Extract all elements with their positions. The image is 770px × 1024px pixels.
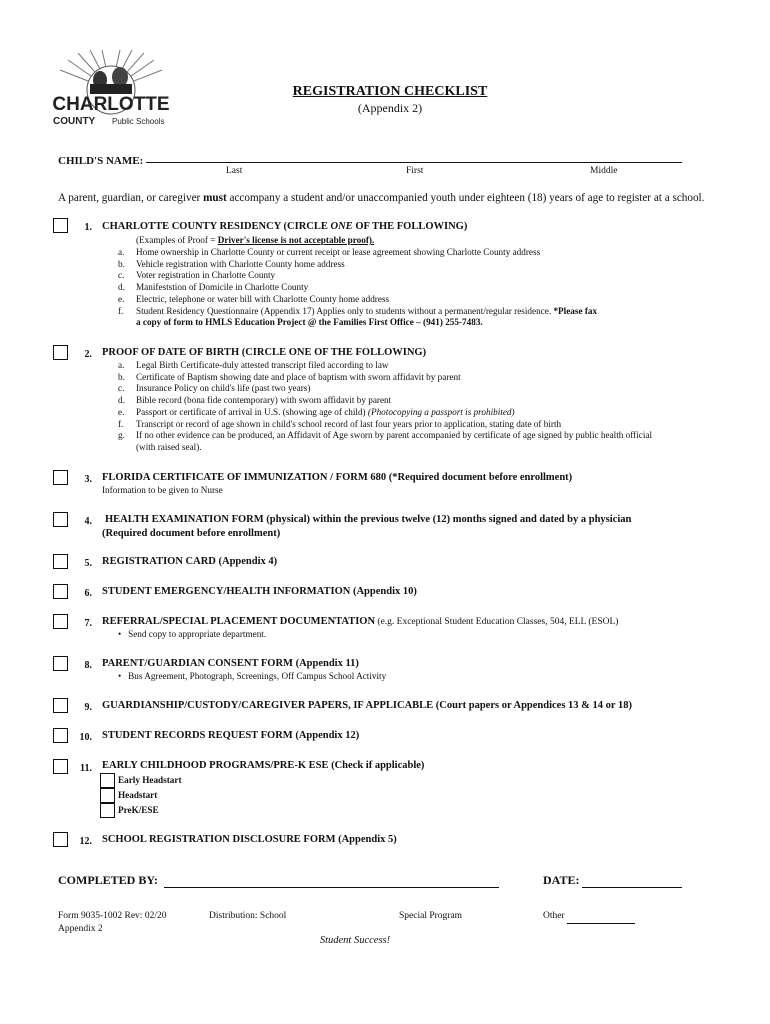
item-8-checkbox[interactable]: [53, 656, 68, 671]
page-title: REGISTRATION CHECKLIST: [292, 84, 488, 99]
item-6-number: 6.: [84, 588, 92, 599]
list-item: d. Bible record (bona fide contemporary) with sworn affidavit by parent: [118, 395, 392, 406]
item-1-heading: CHARLOTTE COUNTY RESIDENCY (CIRCLE ONE OF THE FOLLOWING): [102, 221, 468, 232]
item-3-note: Information to be given to Nurse: [102, 485, 223, 495]
completed-by-label: COMPLETED BY:: [58, 873, 158, 887]
list-item: f. Transcript or record of age shown in child's school record of last four years prior to application, stating date of birth: [118, 418, 562, 429]
item-12-checkbox[interactable]: [53, 832, 68, 847]
list-item: a. Legal Birth Certificate-duly attested transcript filed according to law: [118, 360, 389, 370]
item-5-number: 5.: [84, 558, 92, 569]
sunburst-logo-icon: [50, 50, 172, 130]
middle-name-caption: Middle: [590, 166, 618, 176]
list-item: e. Electric, telephone or water bill with Charlotte County home address: [118, 293, 390, 304]
item-12-number: 12.: [79, 836, 92, 847]
item-7-heading: REFERRAL/SPECIAL PLACEMENT DOCUMENTATION (e.g. Exceptional Student Education Classes, 504, ELL (ESOL): [102, 616, 619, 627]
school-district-logo: [50, 50, 172, 130]
child-name-field[interactable]: [146, 162, 682, 163]
list-item: d. Manifeststion of Domicile in Charlotte County: [118, 282, 309, 293]
item-4-number: 4.: [84, 516, 92, 527]
list-item: e. Passport or certificate of arrival in U.S. (showing age of child) (Photocopying a passport is prohibited): [118, 406, 515, 417]
appendix-label: Appendix 2: [58, 924, 103, 934]
item-4-checkbox[interactable]: [53, 512, 68, 527]
list-item: c. Insurance Policy on child's life (past two years): [118, 383, 311, 394]
item-2-heading: PROOF OF DATE OF BIRTH (CIRCLE ONE OF THE FOLLOWING): [102, 347, 427, 358]
item-10-number: 10.: [79, 732, 92, 743]
list-item: a copy of form to HMLS Education Project @ the Families First Office – (941) 255-7483.: [136, 317, 483, 328]
svg-text:CHARLOTTE: CHARLOTTE: [52, 94, 170, 115]
list-item: b. Vehicle registration with Charlotte County home address: [118, 258, 345, 269]
item-3-number: 3.: [84, 474, 92, 485]
intro-text: A parent, guardian, or caregiver must accompany a student and/or unaccompanied youth under eighteen (18) years of age to register at a school.: [58, 192, 705, 204]
prek-ese-checkbox[interactable]: [100, 803, 115, 818]
item-2-checkbox[interactable]: [53, 345, 68, 360]
item-7-bullet: • Send copy to appropriate department.: [118, 629, 267, 639]
last-name-caption: Last: [226, 166, 243, 176]
date-field[interactable]: [582, 887, 682, 888]
special-program-label: Special Program: [399, 911, 463, 921]
distribution-label: Distribution: School: [209, 911, 287, 921]
item-2-list: [118, 360, 652, 454]
item-10-heading: STUDENT RECORDS REQUEST FORM (Appendix 12): [102, 730, 360, 741]
form-number: Form 9035-1002 Rev: 02/20: [58, 911, 167, 921]
other-field[interactable]: [567, 923, 635, 924]
item-5-heading: REGISTRATION CARD (Appendix 4): [102, 556, 278, 567]
item-8-heading: PARENT/GUARDIAN CONSENT FORM (Appendix 11): [102, 658, 359, 669]
prek-ese-label: PreK/ESE: [118, 805, 159, 815]
item-1-examples: (Examples of Proof = Driver's license is not acceptable proof).: [136, 235, 375, 245]
item-1-list: [118, 247, 597, 329]
item-6-checkbox[interactable]: [53, 584, 68, 599]
item-4-heading-line-2: (Required document before enrollment): [102, 528, 281, 539]
footer-motto: Student Success!: [319, 935, 391, 946]
list-item: (with raised seal).: [136, 441, 202, 452]
early-headstart-checkbox[interactable]: [100, 773, 115, 788]
other-label: Other: [543, 911, 565, 921]
item-6-heading: STUDENT EMERGENCY/HEALTH INFORMATION (Appendix 10): [102, 586, 417, 597]
date-label: DATE:: [543, 873, 580, 887]
list-item: g. If no other evidence can be produced, an Affidavit of Age sworn by parent accompanied by certificate of age signed by public health official: [118, 430, 653, 441]
child-name-label: CHILD'S NAME:: [58, 155, 144, 167]
item-10-checkbox[interactable]: [53, 728, 68, 743]
headstart-label: Headstart: [118, 790, 158, 800]
item-12-heading: SCHOOL REGISTRATION DISCLOSURE FORM (Appendix 5): [102, 834, 397, 845]
list-item: b. Certificate of Baptism showing date and place of baptism with sworn affidavit by parent: [118, 371, 461, 382]
item-9-heading: GUARDIANSHIP/CUSTODY/CAREGIVER PAPERS, IF APPLICABLE (Court papers or Appendices 13 & 14 or 18): [102, 700, 632, 711]
completed-by-field[interactable]: [164, 887, 499, 888]
first-name-caption: First: [406, 166, 424, 176]
item-3-heading: FLORIDA CERTIFICATE OF IMMUNIZATION / FORM 680 (*Required document before enrollment): [102, 472, 573, 483]
list-item: f. Student Residency Questionnaire (Appendix 17) Applies only to students without a permanent/regular residence. *Please fax: [118, 305, 598, 316]
list-item: c. Voter registration in Charlotte County: [118, 270, 276, 281]
item-8-bullet: • Bus Agreement, Photograph, Screenings, Off Campus School Activity: [118, 671, 387, 681]
item-7-checkbox[interactable]: [53, 614, 68, 629]
item-11-heading: EARLY CHILDHOOD PROGRAMS/PRE-K ESE (Check if applicable): [102, 760, 425, 771]
page-subtitle: (Appendix 2): [357, 101, 423, 115]
item-8-number: 8.: [84, 660, 92, 671]
item-4-heading: HEALTH EXAMINATION FORM (physical) within the previous twelve (12) months signed and dated by a physician: [105, 514, 632, 525]
item-9-checkbox[interactable]: [53, 698, 68, 713]
item-11-checkbox[interactable]: [53, 759, 68, 774]
svg-text:COUNTY: COUNTY: [53, 116, 96, 127]
headstart-checkbox[interactable]: [100, 788, 115, 803]
item-7-number: 7.: [84, 618, 92, 629]
item-9-number: 9.: [84, 702, 92, 713]
item-1-number: 1.: [84, 222, 92, 233]
svg-text:Public Schools: Public Schools: [112, 117, 165, 126]
list-item: a. Home ownership in Charlotte County or current receipt or lease agreement showing Charlotte County address: [118, 247, 541, 257]
item-11-number: 11.: [80, 763, 92, 774]
item-1-checkbox[interactable]: [53, 218, 68, 233]
item-3-checkbox[interactable]: [53, 470, 68, 485]
item-2-number: 2.: [84, 349, 92, 360]
item-5-checkbox[interactable]: [53, 554, 68, 569]
early-headstart-label: Early Headstart: [118, 775, 182, 785]
